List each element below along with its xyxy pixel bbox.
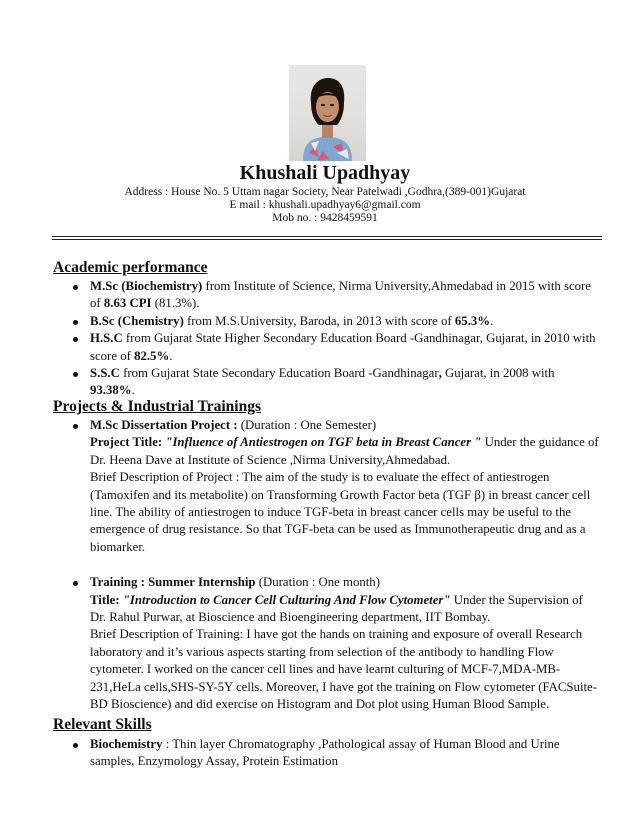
resume-header	[60, 160, 590, 225]
academic-section-title: Academic performance	[53, 259, 208, 276]
email-line: E mail : khushali.upadhyay6@gmail.com	[229, 199, 421, 211]
list-item: Biochemistry : Thin layer Chromatography ,Pathological assay of Human Blood and Urine samples, Enzymology Assay, Protein Estimation	[90, 736, 600, 771]
profile-photo	[289, 65, 366, 161]
list-item: S.S.C from Gujarat State Secondary Education Board -Gandhinagar, Gujarat, in 2008 with 93.38%.	[90, 365, 600, 400]
candidate-name: Khushali Upadhyay	[239, 162, 411, 184]
address-line: Address : House No. 5 Uttam nagar Society, Near Patelwadi ,Godhra,(389-001)Gujarat	[124, 186, 526, 198]
list-item: Training : Summer Internship (Duration : One month) Title: "Introduction to Cancer Cell Culturing And Flow Cytometer" Under the Supervision of Dr. Rahul Purwar, at Bioscience and Bioengineering department, IIT Bombay. Brief Description of Training: I have got the hands on training and exposure of overall Research laboratory and it’s various aspects starting from selection of the antibody to handling Flow cytometer. I worked on the cancer cell lines and have learnt culturing of MCF-7,MDA-MB-231,HeLa cells,SHS-SY-5Y cells. Moreover, I have got the training on Flow cytometer (FACSuite- BD Bioscience) and did exercise on Histogram and Dot plot using Human Blood Sample.	[90, 574, 600, 713]
list-item: B.Sc (Chemistry) from M.S.University, Baroda, in 2013 with score of 65.3%.	[90, 313, 600, 330]
header-divider-top	[52, 236, 602, 237]
list-item: H.S.C from Gujarat State Higher Secondary Education Board -Gandhinagar, Gujarat, in 2010 with score of 82.5%.	[90, 330, 600, 365]
header-divider-bottom	[52, 239, 602, 240]
list-item: M.Sc Dissertation Project : (Duration : One Semester) Project Title: "Influence of Antiestrogen on TGF beta in Breast Cancer " Under the guidance of Dr. Heena Dave at Institute of Science ,Nirma University,Ahmedabad. Brief Description of Project : The aim of the study is to evaluate the effect of antiestrogen (Tamoxifen and its metabolite) on Transforming Growth Factor beta (TGF β) in breast cancer cell line. The ability of antiestrogen to induce TGF-beta in breast cancer cells may be useful to the emergence of drug resistance. So that TGF-beta can be used as Immunotherapeutic drug and as a biomarker.	[90, 417, 600, 556]
skills-list	[90, 736, 600, 771]
projects-list	[90, 417, 600, 714]
skills-section-title: Relevant Skills	[53, 716, 152, 733]
mobile-line: Mob no. : 9428459591	[272, 212, 378, 224]
projects-section-title: Projects & Industrial Trainings	[53, 398, 261, 415]
list-item: M.Sc (Biochemistry) from Institute of Science, Nirma University,Ahmedabad in 2015 with score of 8.63 CPI (81.3%).	[90, 278, 600, 313]
academic-list	[90, 278, 600, 400]
